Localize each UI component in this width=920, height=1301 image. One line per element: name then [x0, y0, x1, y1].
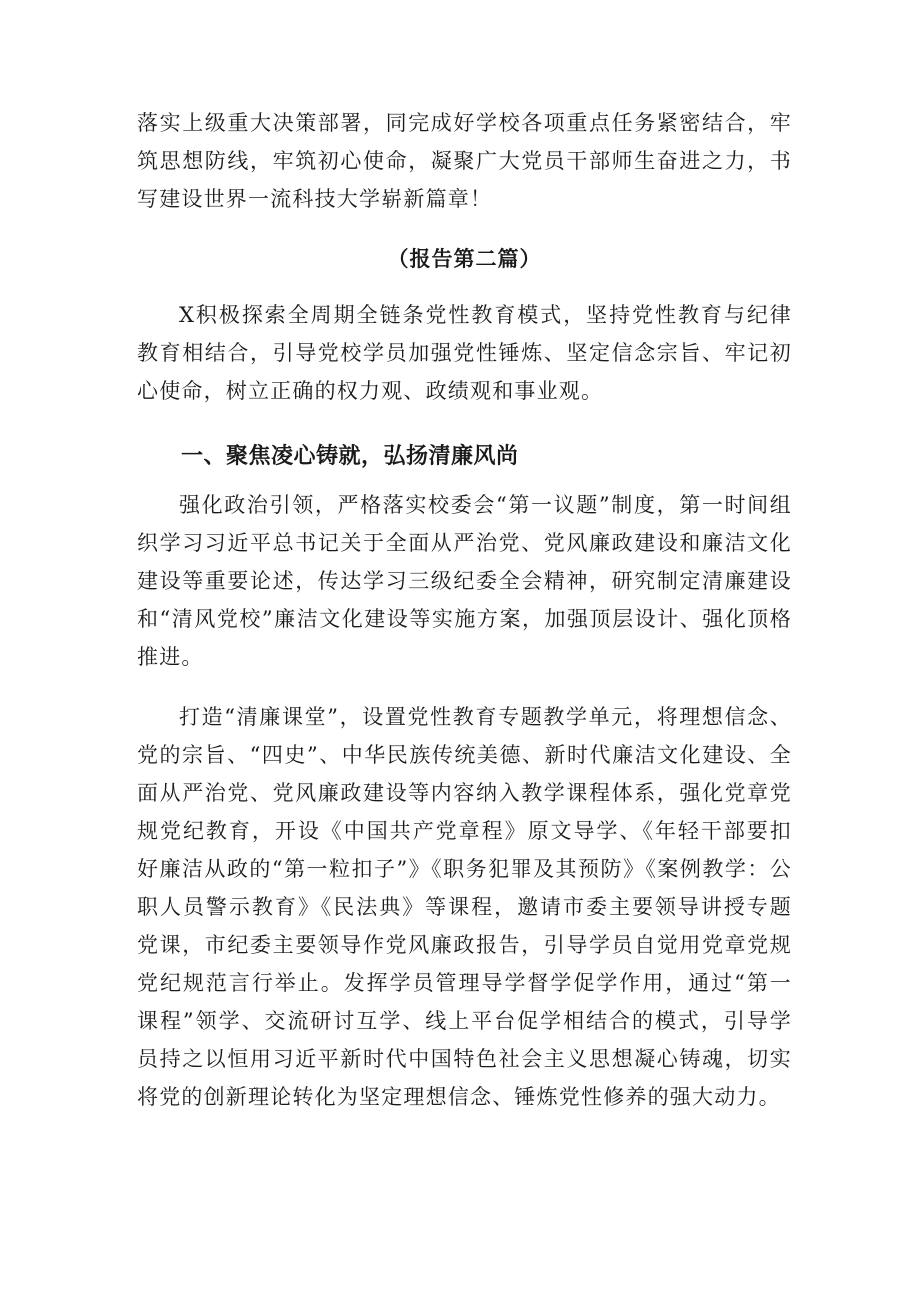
section-title: （报告第二篇）: [387, 246, 542, 271]
body-paragraph-2: 打造“清廉课堂”，设置党性教育专题教学单元，将理想信念、党的宗旨、“四史”、中华民族传统美德、新时代廉洁文化建设、全面从严治党、党风廉政建设等内容纳入教学课程体系，强化党章党规党纪教育，开设《中国共产党章程》原文导学、《年轻干部要扣好廉洁从政的“第一粒扣子”》《职务犯罪及其预防》《案例教学：公职人员警示教育》《民法典》等课程，邀请市委主要领导讲授专题党课，市纪委主要领导作党风廉政报告，引导学员自觉用党章党规党纪规范言行举止。发挥学员管理导学督学促学作用，通过“第一课程”领学、交流研讨互学、线上平台促学相结合的模式，引导学员持之以恒用习近平新时代中国特色社会主义思想凝心铸魂，切实将党的创新理论转化为坚定理想信念、锤炼党性修养的强大动力。: [137, 705, 792, 1109]
intro-paragraph: 落实上级重大决策部署，同完成好学校各项重点任务紧密结合，牢筑思想防线，牢筑初心使命，凝聚广大党员干部师生奋进之力，书写建设世界一流科技大学崭新篇章！: [137, 111, 792, 211]
paragraph-spacer: [137, 676, 792, 698]
overview-paragraph: X积极探索全周期全链条党性教育模式，坚持党性教育与纪律教育相结合，引导党校学员加强党性锤炼、坚定信念宗旨、牢记初心使命，树立正确的权力观、政绩观和事业观。: [137, 303, 792, 403]
section-heading-1: 一、聚焦凌心铸就，弘扬清廉风尚: [181, 444, 519, 469]
body-paragraph-1: 强化政治引领，严格落实校委会“第一议题”制度，第一时间组织学习习近平总书记关于全面从严治党、党风廉政建设和廉洁文化建设等重要论述，传达学习三级纪委全会精神，研究制定清廉建设和“清风党校”廉洁文化建设等实施方案，加强顶层设计、强化顶格推进。: [137, 493, 792, 669]
document-page: [137, 104, 792, 1116]
